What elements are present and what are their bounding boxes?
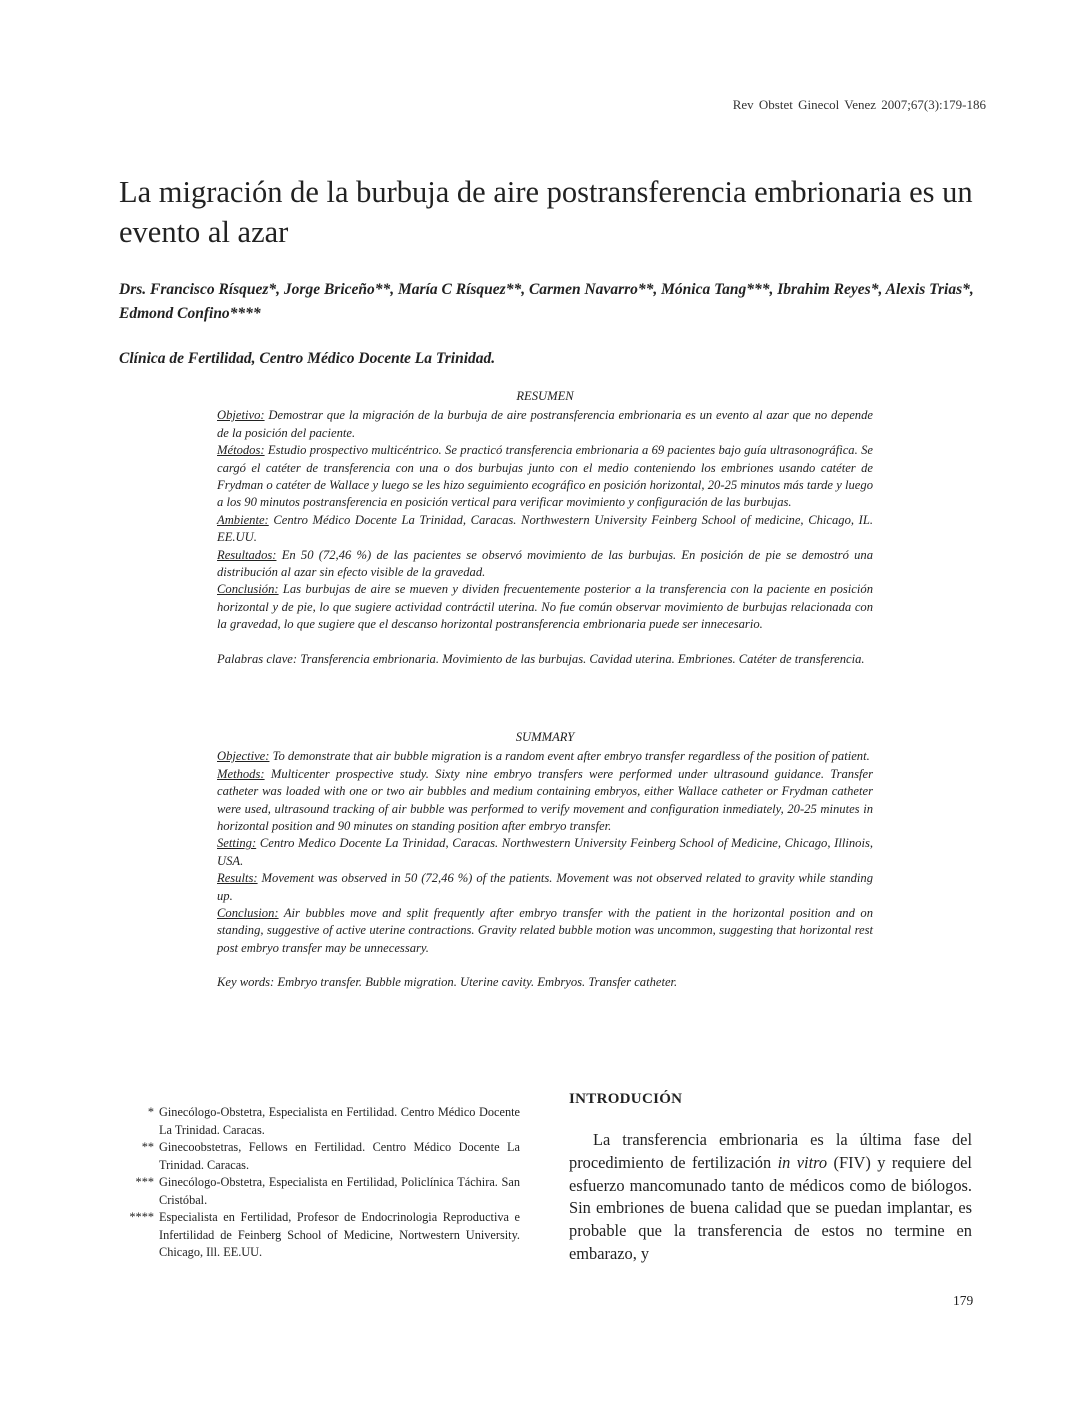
journal-reference: Rev Obstet Ginecol Venez 2007;67(3):179-186	[732, 97, 986, 112]
resumen-conclusion	[217, 581, 873, 633]
summary-heading: SUMMARY	[515, 730, 575, 744]
summary-setting-label: Setting:	[217, 836, 257, 851]
resumen-resultados-text: En 50 (72,46 %) de las pacientes se observó movimiento de las burbujas. En posición de pie se demostró una distribución al azar sin efecto visible de la gravedad.	[217, 547, 873, 580]
footnote-mark: **	[141, 1140, 154, 1154]
summary-setting-text: Centro Medico Docente La Trinidad, Caracas. Northwestern University Feinberg School of Medicine, Chicago, Illinois, USA.	[217, 836, 873, 868]
resumen-keywords: Palabras clave: Transferencia embrionaria. Movimiento de las burbujas. Cavidad uterina. Embriones. Catéter de transferencia.	[217, 651, 865, 666]
footnote-mark: *	[147, 1105, 154, 1119]
summary-results-text: Movement was observed in 50 (72,46 %) of the patients. Movement was not observed related to gravity while standing up.	[217, 871, 873, 903]
intro-italic-term: in vitro	[777, 1152, 828, 1172]
resumen-ambiente-label: Ambiente:	[217, 512, 269, 527]
resumen-metodos-text: Estudio prospectivo multicéntrico. Se practicó transferencia embrionaria a 69 pacientes bajo guía ultrasonográfica. Se cargó el catéter de transferencia con una o dos burbujas junto con el medio conteniendo los embriones usando catéter de Frydman o catéter de Wallace y luego se les hizo seguimiento ecográfico en posición horizontal, 20-25 minutos más tarde y luego a los 90 minutos postransferencia en posición vertical para verificar movimiento y configuración de las burbujas.	[217, 443, 873, 510]
summary-results	[217, 870, 873, 905]
intro-text-part: La transferencia embrionaria es la última fase del procedimiento de fertilización	[569, 1130, 972, 1172]
footnote-text: Especialista en Fertilidad, Profesor de Endocrinologia Reproductiva e Infertilidad de Feinberg School of Medicine, Nortwestern University. Chicago, Ill. EE.UU.	[159, 1210, 520, 1259]
footnote-text: Ginecólogo-Obstetra, Especialista en Fertilidad. Centro Médico Docente La Trinidad. Caracas.	[159, 1105, 520, 1137]
resumen-metodos-label: Métodos:	[217, 443, 265, 458]
introduction-heading: INTRODUCIÓN	[569, 1091, 683, 1107]
summary-methods-label: Methods:	[217, 766, 265, 781]
footnote	[112, 1174, 520, 1209]
footnote	[112, 1104, 520, 1139]
resumen-conclusion-text: Las burbujas de aire se mueven y dividen frecuentemente posterior a la transferencia con la paciente en posición horizontal y de pie, lo que sugiere actividad contráctil uterina. No fue común observar movimiento de burbujas relacionada con la gravedad, lo que sugiere que el descanso horizontal postransferencia embrionaria puede ser innecesario.	[217, 582, 873, 632]
resumen-objetivo	[217, 407, 873, 442]
footnote-mark: ****	[129, 1210, 154, 1224]
article-title: La migración de la burbuja de aire postransferencia embrionaria es un evento al azar	[119, 175, 973, 249]
resumen-objetivo-label: Objetivo:	[217, 408, 265, 423]
resumen-ambiente-text: Centro Médico Docente La Trinidad, Caracas. Northwestern University Feinberg School of medicine, Chicago, IL. EE.UU.	[217, 512, 873, 545]
summary-keywords: Key words: Embryo transfer. Bubble migration. Uterine cavity. Embryos. Transfer catheter.	[217, 975, 678, 990]
footnote-text: Ginecólogo-Obstetra, Especialista en Fertilidad, Policlínica Táchira. San Cristóbal.	[159, 1175, 520, 1207]
resumen-resultados	[217, 547, 873, 582]
resumen-section	[217, 388, 873, 668]
summary-conclusion-label: Conclusion:	[217, 906, 279, 921]
summary-conclusion	[217, 905, 873, 957]
summary-objective	[217, 748, 873, 765]
resumen-conclusion-label: Conclusión:	[217, 582, 279, 597]
resumen-resultados-label: Resultados:	[217, 547, 277, 562]
summary-section	[217, 729, 873, 992]
summary-setting	[217, 835, 873, 870]
introduction-paragraph	[569, 1129, 972, 1266]
author-list: Drs. Francisco Rísquez*, Jorge Briceño**, María C Rísquez**, Carmen Navarro**, Mónica Tang***, Ibrahim Reyes*, Alexis Trias*, Edmond Confino****	[119, 281, 974, 322]
page-number: 179	[953, 1293, 974, 1308]
resumen-metodos	[217, 442, 873, 512]
footnote	[112, 1139, 520, 1174]
footnotes	[112, 1104, 520, 1262]
summary-methods-text: Multicenter prospective study. Sixty nine embryo transfers were performed under ultrasound guidance. Transfer catheter was loaded with one or two air bubbles and medium containing embryos, either Wallace catheter or Frydman catheter were used, ultrasound tracking of air bubble was performed to verify movement and configuration inmediately, 20-25 minutes in horizontal position and 90 minutes on standing position after embryo transfer.	[217, 766, 873, 834]
footnote	[112, 1209, 520, 1262]
intro-text-part: (FIV) y requiere del esfuerzo mancomunado tanto de médicos como de biólogos. Sin embriones de buena calidad que se puedan implantar, es probable que la transferencia de estos no termine en embarazo, y	[569, 1152, 972, 1263]
resumen-objetivo-text: Demostrar que la migración de la burbuja de aire postransferencia embrionaria es un evento al azar que no depende de la posición del paciente.	[217, 408, 873, 440]
summary-objective-text: To demonstrate that air bubble migration is a random event after embryo transfer regardless of the position of patient.	[269, 749, 870, 764]
summary-conclusion-text: Air bubbles move and split frequently after embryo transfer with the patient in the horizontal position and on standing, suggestive of active uterine contractions. Gravity related bubble motion was uncommon, suggesting that horizontal rest post embryo transfer may be unnecessary.	[217, 906, 873, 955]
summary-objective-label: Objective:	[217, 749, 270, 764]
footnote-text: Ginecoobstetras, Fellows en Fertilidad. Centro Médico Docente La Trinidad. Caracas.	[159, 1140, 520, 1172]
affiliation: Clínica de Fertilidad, Centro Médico Docente La Trinidad.	[119, 350, 496, 367]
summary-results-label: Results:	[217, 871, 258, 886]
resumen-ambiente	[217, 512, 873, 547]
resumen-heading: RESUMEN	[516, 389, 574, 403]
summary-methods	[217, 766, 873, 836]
footnote-mark: ***	[135, 1175, 154, 1189]
